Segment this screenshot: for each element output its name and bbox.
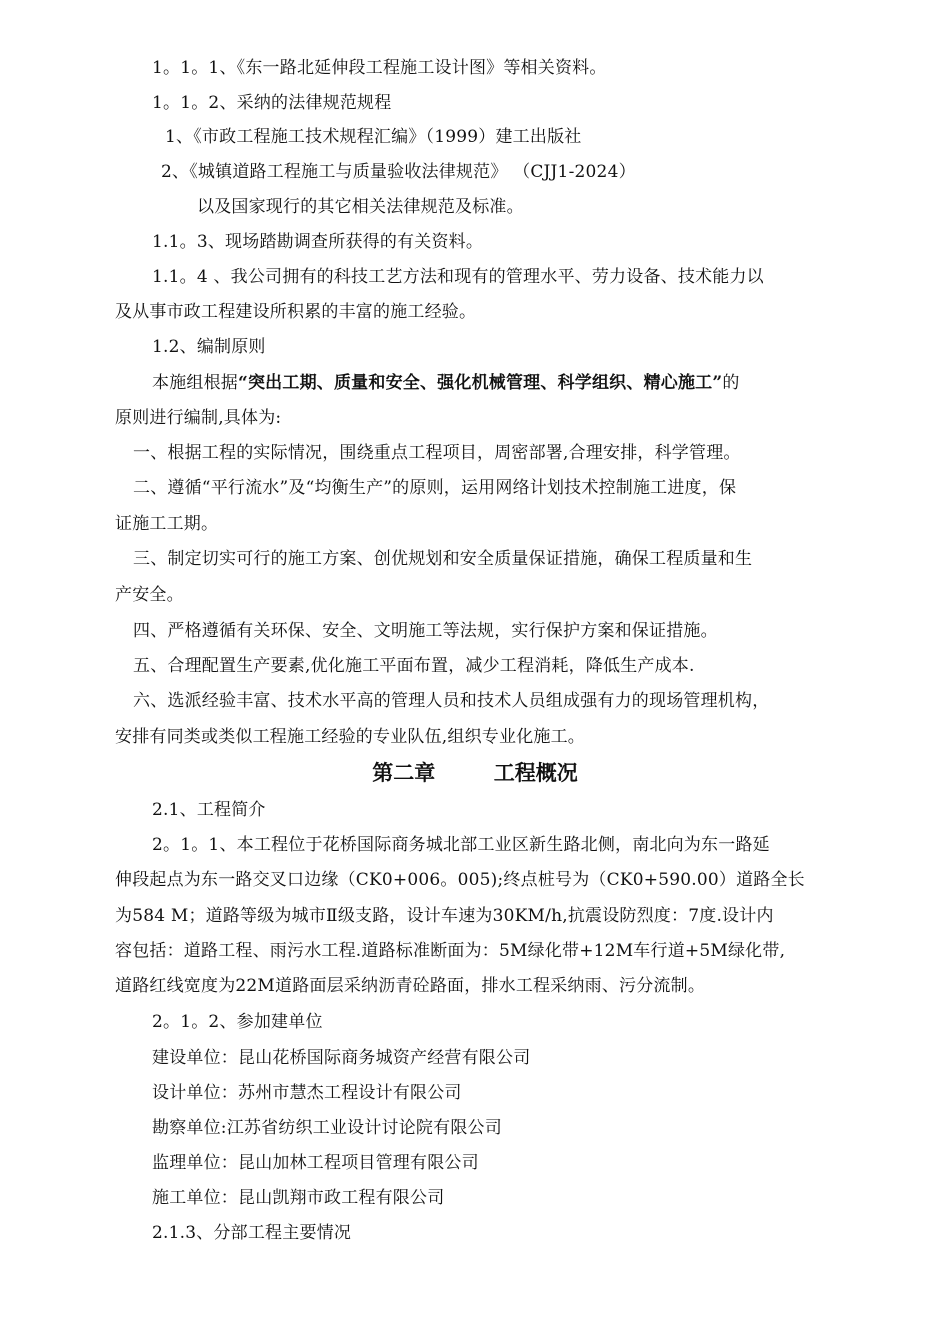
text-line: 1。1。2、采纳的法律规范规程 — [152, 93, 392, 113]
list-item: 四、严格遵循有关环保、安全、文明施工等法规，实行保护方案和保证措施。 — [133, 621, 718, 641]
text-line: 2、《城镇道路工程施工与质量验收法律规范》 （CJJ1-2024） — [161, 162, 636, 182]
list-item: 安排有同类或类似工程施工经验的专业队伍,组织专业化施工。 — [115, 727, 586, 747]
text-line: 1、《市政工程施工技术规程汇编》（1999）建工出版社 — [165, 127, 582, 147]
text-line: 1.1。3、现场踏勘调查所获得的有关资料。 — [152, 232, 484, 252]
unit-line: 监理单位：昆山加林工程项目管理有限公司 — [152, 1153, 479, 1173]
text-line: 1.1。4 、我公司拥有的科技工艺方法和现有的管理水平、劳力设备、技术能力以 — [152, 267, 764, 287]
unit-line: 设计单位：苏州市慧杰工程设计有限公司 — [152, 1083, 462, 1103]
text-line: 道路红线宽度为22M道路面层采纳沥青砼路面，排水工程采纳雨、污分流制。 — [115, 976, 706, 996]
text-line: 以及国家现行的其它相关法律规范及标准。 — [197, 197, 524, 217]
list-item: 证施工工期。 — [115, 514, 219, 534]
unit-line: 勘察单位:江苏省纺织工业设计讨论院有限公司 — [152, 1118, 502, 1138]
principle-emphasis: “突出工期、质量和安全、强化机械管理、科学组织、精心施工” — [238, 373, 723, 393]
list-item: 二、遵循“平行流水”及“均衡生产”的原则，运用网络计划技术控制施工进度，保 — [133, 478, 737, 498]
text-line: 2。1。1、本工程位于花桥国际商务城北部工业区新生路北侧，南北向为东一路延 — [152, 835, 770, 855]
text-line: 容包括：道路工程、雨污水工程.道路标准断面为：5M绿化带+12M车行道+5M绿化带, — [115, 941, 786, 961]
principle-prefix: 本施组根据 — [152, 373, 238, 393]
principle-suffix: 的 — [722, 373, 740, 393]
list-item: 产安全。 — [115, 585, 184, 605]
chapter-title: 第二章 工程概况 — [372, 760, 578, 785]
principle-line — [152, 372, 740, 394]
text-line: 1。1。1、《东一路北延伸段工程施工设计图》等相关资料。 — [152, 58, 607, 78]
list-item: 五、合理配置生产要素,优化施工平面布置，减少工程消耗，降低生产成本. — [133, 656, 695, 676]
section-heading: 1.2、编制原则 — [152, 337, 266, 357]
unit-line: 施工单位：昆山凯翔市政工程有限公司 — [152, 1188, 445, 1208]
text-line: 原则进行编制,具体为: — [115, 408, 282, 428]
text-line: 伸段起点为东一路交叉口边缘（CK0+006。005);终点桩号为（CK0+590.00）道路全长 — [115, 870, 805, 890]
text-line: 及从事市政工程建设所积累的丰富的施工经验。 — [115, 302, 477, 322]
list-item: 一、根据工程的实际情况，围绕重点工程项目，周密部署,合理安排，科学管理。 — [133, 443, 741, 463]
section-heading: 2.1.3、分部工程主要情况 — [152, 1223, 352, 1243]
list-item: 六、选派经验丰富、技术水平高的管理人员和技术人员组成强有力的现场管理机构， — [133, 691, 770, 711]
unit-line: 建设单位：昆山花桥国际商务城资产经营有限公司 — [152, 1048, 531, 1068]
text-line: 为584 M；道路等级为城市Ⅱ级支路，设计车速为30KM/h,抗震设防烈度：7度.设计内 — [115, 906, 774, 926]
section-heading: 2.1、工程简介 — [152, 800, 266, 820]
section-heading: 2。1。2、参加建单位 — [152, 1012, 323, 1032]
list-item: 三、制定切实可行的施工方案、创优规划和安全质量保证措施，确保工程质量和生 — [133, 549, 753, 569]
